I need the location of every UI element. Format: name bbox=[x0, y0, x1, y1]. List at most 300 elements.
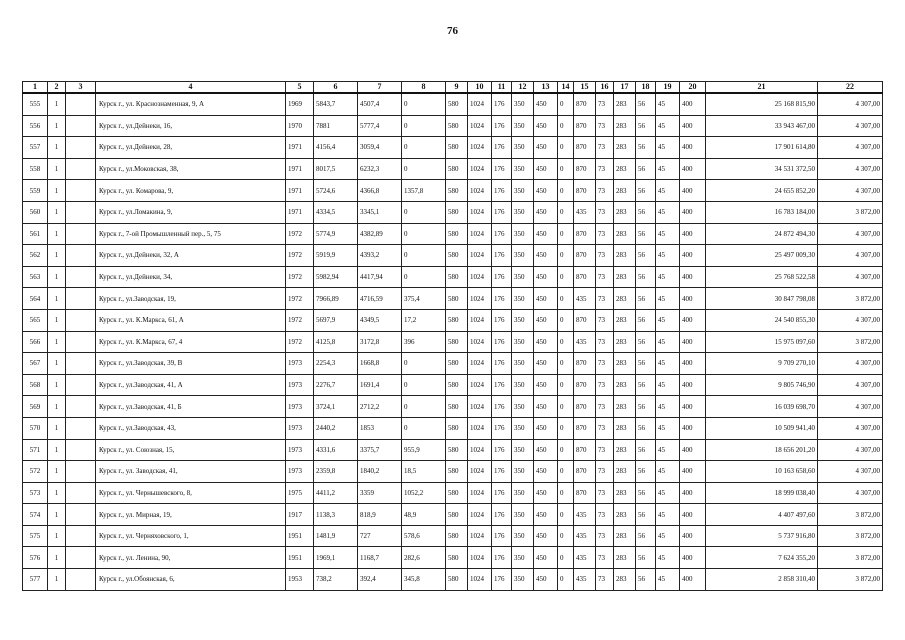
table-cell-col-9: 580 bbox=[446, 547, 468, 569]
table-cell-col-3 bbox=[66, 180, 96, 202]
table-cell-col-18: 56 bbox=[636, 504, 656, 526]
table-row bbox=[23, 309, 883, 331]
table-cell-col-6: 1138,3 bbox=[314, 504, 358, 526]
table-cell-col-8: 0 bbox=[402, 223, 446, 245]
table-cell-col-4: Курск г., ул.Заводская, 39, В bbox=[96, 353, 286, 375]
table-cell-col-21: 30 847 798,08 bbox=[706, 288, 818, 310]
table-cell-col-14: 0 bbox=[558, 201, 574, 223]
table-cell-col-2: 1 bbox=[48, 201, 66, 223]
table-cell-col-11: 176 bbox=[492, 482, 512, 504]
table-cell-col-10: 1024 bbox=[468, 115, 492, 137]
table-cell-col-15: 870 bbox=[574, 223, 596, 245]
table-cell-col-7: 3345,1 bbox=[358, 201, 402, 223]
table-cell-col-19: 45 bbox=[656, 115, 680, 137]
table-cell-col-22: 4 307,00 bbox=[818, 417, 883, 439]
table-cell-col-19: 45 bbox=[656, 547, 680, 569]
table-cell-col-3 bbox=[66, 504, 96, 526]
table-cell-col-18: 56 bbox=[636, 331, 656, 353]
table-cell-col-21: 34 531 372,50 bbox=[706, 158, 818, 180]
table-cell-col-1: 564 bbox=[23, 288, 48, 310]
table-cell-col-16: 73 bbox=[596, 309, 614, 331]
table-cell-col-10: 1024 bbox=[468, 439, 492, 461]
table-cell-col-7: 5777,4 bbox=[358, 115, 402, 137]
table-cell-col-12: 350 bbox=[512, 569, 534, 591]
table-cell-col-1: 569 bbox=[23, 396, 48, 418]
table-cell-col-16: 73 bbox=[596, 288, 614, 310]
table-cell-col-5: 1917 bbox=[286, 504, 314, 526]
table-cell-col-11: 176 bbox=[492, 525, 512, 547]
table-cell-col-3 bbox=[66, 439, 96, 461]
table-cell-col-6: 2254,3 bbox=[314, 353, 358, 375]
table-row bbox=[23, 266, 883, 288]
table-cell-col-17: 283 bbox=[614, 137, 636, 159]
table-cell-col-3 bbox=[66, 266, 96, 288]
table-cell-col-4: Курск г., ул.Дейнеки, 32, А bbox=[96, 245, 286, 267]
table-cell-col-11: 176 bbox=[492, 223, 512, 245]
table-cell-col-4: Курск г., ул.Заводская, 19, bbox=[96, 288, 286, 310]
table-cell-col-20: 400 bbox=[680, 374, 706, 396]
table-cell-col-13: 450 bbox=[534, 525, 558, 547]
table-cell-col-18: 56 bbox=[636, 245, 656, 267]
table-cell-col-1: 573 bbox=[23, 482, 48, 504]
table-cell-col-12: 350 bbox=[512, 223, 534, 245]
table-cell-col-7: 727 bbox=[358, 525, 402, 547]
table-cell-col-5: 1973 bbox=[286, 353, 314, 375]
table-cell-col-4: Курск г., ул. Черняховского, 1, bbox=[96, 525, 286, 547]
table-cell-col-18: 56 bbox=[636, 288, 656, 310]
table-cell-col-10: 1024 bbox=[468, 504, 492, 526]
table-cell-col-17: 283 bbox=[614, 439, 636, 461]
column-header-3: 3 bbox=[66, 82, 96, 94]
table-cell-col-10: 1024 bbox=[468, 396, 492, 418]
table-cell-col-12: 350 bbox=[512, 266, 534, 288]
table-cell-col-9: 580 bbox=[446, 353, 468, 375]
table-cell-col-19: 45 bbox=[656, 266, 680, 288]
table-cell-col-11: 176 bbox=[492, 569, 512, 591]
table-cell-col-19: 45 bbox=[656, 417, 680, 439]
table-cell-col-11: 176 bbox=[492, 439, 512, 461]
table-cell-col-3 bbox=[66, 331, 96, 353]
table-cell-col-12: 350 bbox=[512, 137, 534, 159]
table-cell-col-5: 1973 bbox=[286, 439, 314, 461]
table-cell-col-20: 400 bbox=[680, 137, 706, 159]
table-cell-col-14: 0 bbox=[558, 353, 574, 375]
table-cell-col-3 bbox=[66, 482, 96, 504]
table-cell-col-8: 1357,8 bbox=[402, 180, 446, 202]
table-cell-col-11: 176 bbox=[492, 331, 512, 353]
table-cell-col-13: 450 bbox=[534, 137, 558, 159]
data-table bbox=[22, 81, 883, 591]
table-cell-col-20: 400 bbox=[680, 245, 706, 267]
column-header-21: 21 bbox=[706, 82, 818, 94]
column-header-5: 5 bbox=[286, 82, 314, 94]
table-cell-col-1: 572 bbox=[23, 461, 48, 483]
table-cell-col-16: 73 bbox=[596, 137, 614, 159]
table-cell-col-6: 3724,1 bbox=[314, 396, 358, 418]
table-cell-col-9: 580 bbox=[446, 396, 468, 418]
table-cell-col-19: 45 bbox=[656, 482, 680, 504]
table-cell-col-17: 283 bbox=[614, 417, 636, 439]
table-cell-col-22: 3 872,00 bbox=[818, 504, 883, 526]
table-cell-col-8: 0 bbox=[402, 266, 446, 288]
table-cell-col-2: 1 bbox=[48, 417, 66, 439]
table-cell-col-12: 350 bbox=[512, 396, 534, 418]
table-cell-col-13: 450 bbox=[534, 288, 558, 310]
table-cell-col-21: 24 655 852,20 bbox=[706, 180, 818, 202]
column-header-12: 12 bbox=[512, 82, 534, 94]
column-header-10: 10 bbox=[468, 82, 492, 94]
table-cell-col-20: 400 bbox=[680, 180, 706, 202]
table-cell-col-18: 56 bbox=[636, 417, 656, 439]
table-cell-col-22: 4 307,00 bbox=[818, 223, 883, 245]
table-cell-col-5: 1971 bbox=[286, 158, 314, 180]
table-cell-col-5: 1973 bbox=[286, 396, 314, 418]
table-row bbox=[23, 180, 883, 202]
table-cell-col-22: 4 307,00 bbox=[818, 266, 883, 288]
table-cell-col-2: 1 bbox=[48, 547, 66, 569]
table-cell-col-5: 1972 bbox=[286, 223, 314, 245]
table-cell-col-17: 283 bbox=[614, 396, 636, 418]
table-cell-col-21: 16 783 184,00 bbox=[706, 201, 818, 223]
table-cell-col-11: 176 bbox=[492, 245, 512, 267]
column-header-22: 22 bbox=[818, 82, 883, 94]
table-cell-col-20: 400 bbox=[680, 353, 706, 375]
table-cell-col-15: 435 bbox=[574, 201, 596, 223]
table-cell-col-11: 176 bbox=[492, 115, 512, 137]
table-cell-col-19: 45 bbox=[656, 245, 680, 267]
table-cell-col-15: 870 bbox=[574, 93, 596, 115]
table-cell-col-18: 56 bbox=[636, 93, 656, 115]
table-cell-col-5: 1972 bbox=[286, 331, 314, 353]
table-cell-col-5: 1953 bbox=[286, 569, 314, 591]
table-cell-col-22: 4 307,00 bbox=[818, 93, 883, 115]
table-cell-col-5: 1975 bbox=[286, 482, 314, 504]
table-cell-col-6: 4411,2 bbox=[314, 482, 358, 504]
table-cell-col-13: 450 bbox=[534, 93, 558, 115]
table-cell-col-16: 73 bbox=[596, 417, 614, 439]
table-cell-col-16: 73 bbox=[596, 158, 614, 180]
table-cell-col-16: 73 bbox=[596, 547, 614, 569]
table-cell-col-22: 3 872,00 bbox=[818, 201, 883, 223]
table-cell-col-12: 350 bbox=[512, 309, 534, 331]
table-cell-col-6: 1481,9 bbox=[314, 525, 358, 547]
table-cell-col-20: 400 bbox=[680, 115, 706, 137]
table-cell-col-6: 738,2 bbox=[314, 569, 358, 591]
table-cell-col-3 bbox=[66, 137, 96, 159]
table-cell-col-13: 450 bbox=[534, 504, 558, 526]
table-cell-col-3 bbox=[66, 309, 96, 331]
table-cell-col-22: 4 307,00 bbox=[818, 439, 883, 461]
table-cell-col-9: 580 bbox=[446, 180, 468, 202]
table-cell-col-7: 4393,2 bbox=[358, 245, 402, 267]
table-cell-col-6: 4331,6 bbox=[314, 439, 358, 461]
table-cell-col-6: 4334,5 bbox=[314, 201, 358, 223]
table-cell-col-19: 45 bbox=[656, 569, 680, 591]
table-cell-col-2: 1 bbox=[48, 482, 66, 504]
table-cell-col-19: 45 bbox=[656, 461, 680, 483]
table-cell-col-3 bbox=[66, 93, 96, 115]
table-cell-col-12: 350 bbox=[512, 353, 534, 375]
table-cell-col-14: 0 bbox=[558, 461, 574, 483]
table-cell-col-15: 870 bbox=[574, 115, 596, 137]
table-cell-col-4: Курск г., ул.Дейнеки, 28, bbox=[96, 137, 286, 159]
table-cell-col-9: 580 bbox=[446, 482, 468, 504]
column-header-4: 4 bbox=[96, 82, 286, 94]
table-cell-col-22: 4 307,00 bbox=[818, 115, 883, 137]
table-row bbox=[23, 461, 883, 483]
table-cell-col-14: 0 bbox=[558, 569, 574, 591]
table-cell-col-21: 18 999 038,40 bbox=[706, 482, 818, 504]
table-cell-col-12: 350 bbox=[512, 525, 534, 547]
table-cell-col-15: 870 bbox=[574, 353, 596, 375]
table-cell-col-19: 45 bbox=[656, 288, 680, 310]
table-cell-col-5: 1951 bbox=[286, 547, 314, 569]
table-cell-col-15: 870 bbox=[574, 266, 596, 288]
table-cell-col-2: 1 bbox=[48, 158, 66, 180]
table-cell-col-19: 45 bbox=[656, 331, 680, 353]
table-cell-col-7: 4417,94 bbox=[358, 266, 402, 288]
table-cell-col-20: 400 bbox=[680, 482, 706, 504]
table-cell-col-7: 392,4 bbox=[358, 569, 402, 591]
table-cell-col-14: 0 bbox=[558, 223, 574, 245]
table-cell-col-15: 870 bbox=[574, 137, 596, 159]
table-cell-col-17: 283 bbox=[614, 504, 636, 526]
table-cell-col-16: 73 bbox=[596, 115, 614, 137]
table-cell-col-10: 1024 bbox=[468, 482, 492, 504]
table-cell-col-19: 45 bbox=[656, 374, 680, 396]
table-cell-col-12: 350 bbox=[512, 374, 534, 396]
table-cell-col-7: 3359 bbox=[358, 482, 402, 504]
table-cell-col-22: 4 307,00 bbox=[818, 374, 883, 396]
table-cell-col-1: 570 bbox=[23, 417, 48, 439]
table-cell-col-22: 4 307,00 bbox=[818, 482, 883, 504]
table-cell-col-11: 176 bbox=[492, 396, 512, 418]
table-cell-col-18: 56 bbox=[636, 201, 656, 223]
table-cell-col-8: 0 bbox=[402, 158, 446, 180]
table-cell-col-16: 73 bbox=[596, 504, 614, 526]
table-cell-col-11: 176 bbox=[492, 547, 512, 569]
table-cell-col-18: 56 bbox=[636, 158, 656, 180]
table-cell-col-17: 283 bbox=[614, 93, 636, 115]
table-cell-col-16: 73 bbox=[596, 201, 614, 223]
column-header-13: 13 bbox=[534, 82, 558, 94]
table-cell-col-14: 0 bbox=[558, 504, 574, 526]
table-cell-col-3 bbox=[66, 158, 96, 180]
table-cell-col-21: 25 168 815,90 bbox=[706, 93, 818, 115]
table-cell-col-2: 1 bbox=[48, 374, 66, 396]
table-cell-col-2: 1 bbox=[48, 137, 66, 159]
table-cell-col-19: 45 bbox=[656, 158, 680, 180]
table-cell-col-12: 350 bbox=[512, 504, 534, 526]
table-cell-col-12: 350 bbox=[512, 93, 534, 115]
table-cell-col-20: 400 bbox=[680, 266, 706, 288]
table-cell-col-12: 350 bbox=[512, 439, 534, 461]
table-cell-col-15: 870 bbox=[574, 374, 596, 396]
table-cell-col-1: 562 bbox=[23, 245, 48, 267]
table-cell-col-14: 0 bbox=[558, 374, 574, 396]
table-cell-col-4: Курск г., ул.Дейнеки, 16, bbox=[96, 115, 286, 137]
table-cell-col-17: 283 bbox=[614, 353, 636, 375]
table-cell-col-14: 0 bbox=[558, 482, 574, 504]
table-cell-col-13: 450 bbox=[534, 569, 558, 591]
table-cell-col-10: 1024 bbox=[468, 158, 492, 180]
table-cell-col-2: 1 bbox=[48, 353, 66, 375]
table-cell-col-22: 4 307,00 bbox=[818, 461, 883, 483]
table-row bbox=[23, 93, 883, 115]
table-cell-col-6: 1969,1 bbox=[314, 547, 358, 569]
table-cell-col-18: 56 bbox=[636, 137, 656, 159]
table-cell-col-14: 0 bbox=[558, 417, 574, 439]
table-cell-col-1: 565 bbox=[23, 309, 48, 331]
table-cell-col-5: 1972 bbox=[286, 245, 314, 267]
table-cell-col-3 bbox=[66, 461, 96, 483]
table-cell-col-17: 283 bbox=[614, 223, 636, 245]
table-row bbox=[23, 417, 883, 439]
table-row bbox=[23, 439, 883, 461]
table-cell-col-2: 1 bbox=[48, 93, 66, 115]
table-cell-col-16: 73 bbox=[596, 396, 614, 418]
table-cell-col-21: 15 975 097,60 bbox=[706, 331, 818, 353]
table-cell-col-3 bbox=[66, 245, 96, 267]
table-cell-col-8: 0 bbox=[402, 396, 446, 418]
table-cell-col-12: 350 bbox=[512, 288, 534, 310]
table-cell-col-1: 557 bbox=[23, 137, 48, 159]
column-header-8: 8 bbox=[402, 82, 446, 94]
table-cell-col-6: 2276,7 bbox=[314, 374, 358, 396]
column-header-19: 19 bbox=[656, 82, 680, 94]
table-cell-col-9: 580 bbox=[446, 158, 468, 180]
table-cell-col-3 bbox=[66, 396, 96, 418]
table-cell-col-12: 350 bbox=[512, 417, 534, 439]
table-cell-col-2: 1 bbox=[48, 439, 66, 461]
table-cell-col-14: 0 bbox=[558, 288, 574, 310]
table-cell-col-1: 558 bbox=[23, 158, 48, 180]
table-cell-col-17: 283 bbox=[614, 309, 636, 331]
table-cell-col-22: 4 307,00 bbox=[818, 309, 883, 331]
table-cell-col-21: 33 943 467,00 bbox=[706, 115, 818, 137]
table-cell-col-7: 1853 bbox=[358, 417, 402, 439]
table-cell-col-15: 435 bbox=[574, 331, 596, 353]
table-cell-col-2: 1 bbox=[48, 223, 66, 245]
table-cell-col-19: 45 bbox=[656, 137, 680, 159]
table-cell-col-8: 0 bbox=[402, 137, 446, 159]
table-cell-col-20: 400 bbox=[680, 223, 706, 245]
table-cell-col-9: 580 bbox=[446, 288, 468, 310]
table-cell-col-7: 6232,3 bbox=[358, 158, 402, 180]
table-cell-col-5: 1973 bbox=[286, 461, 314, 483]
table-cell-col-2: 1 bbox=[48, 525, 66, 547]
table-cell-col-10: 1024 bbox=[468, 245, 492, 267]
table-cell-col-1: 568 bbox=[23, 374, 48, 396]
table-cell-col-20: 400 bbox=[680, 309, 706, 331]
table-cell-col-21: 25 497 009,30 bbox=[706, 245, 818, 267]
table-cell-col-15: 435 bbox=[574, 547, 596, 569]
table-cell-col-19: 45 bbox=[656, 396, 680, 418]
table-cell-col-16: 73 bbox=[596, 245, 614, 267]
table-row bbox=[23, 288, 883, 310]
table-cell-col-21: 2 858 310,40 bbox=[706, 569, 818, 591]
table-cell-col-8: 345,8 bbox=[402, 569, 446, 591]
table-cell-col-21: 10 163 658,60 bbox=[706, 461, 818, 483]
table-cell-col-13: 450 bbox=[534, 115, 558, 137]
table-cell-col-12: 350 bbox=[512, 245, 534, 267]
table-cell-col-10: 1024 bbox=[468, 93, 492, 115]
table-cell-col-2: 1 bbox=[48, 504, 66, 526]
table-cell-col-7: 4382,89 bbox=[358, 223, 402, 245]
table-cell-col-2: 1 bbox=[48, 309, 66, 331]
table-cell-col-8: 375,4 bbox=[402, 288, 446, 310]
table-cell-col-13: 450 bbox=[534, 201, 558, 223]
header-row bbox=[23, 82, 883, 94]
table-cell-col-15: 870 bbox=[574, 439, 596, 461]
table-cell-col-18: 56 bbox=[636, 353, 656, 375]
table-body bbox=[23, 93, 883, 590]
table-cell-col-13: 450 bbox=[534, 482, 558, 504]
table-cell-col-6: 5724,6 bbox=[314, 180, 358, 202]
table-cell-col-20: 400 bbox=[680, 525, 706, 547]
table-cell-col-8: 0 bbox=[402, 374, 446, 396]
table-cell-col-10: 1024 bbox=[468, 525, 492, 547]
table-cell-col-1: 563 bbox=[23, 266, 48, 288]
table-cell-col-7: 1668,8 bbox=[358, 353, 402, 375]
data-sheet bbox=[22, 81, 883, 591]
table-cell-col-21: 9 805 746,90 bbox=[706, 374, 818, 396]
table-cell-col-13: 450 bbox=[534, 223, 558, 245]
column-header-11: 11 bbox=[492, 82, 512, 94]
table-cell-col-11: 176 bbox=[492, 137, 512, 159]
table-cell-col-15: 870 bbox=[574, 482, 596, 504]
table-cell-col-22: 4 307,00 bbox=[818, 396, 883, 418]
table-cell-col-14: 0 bbox=[558, 180, 574, 202]
table-cell-col-14: 0 bbox=[558, 309, 574, 331]
table-cell-col-5: 1971 bbox=[286, 180, 314, 202]
table-cell-col-11: 176 bbox=[492, 288, 512, 310]
table-cell-col-10: 1024 bbox=[468, 309, 492, 331]
table-cell-col-11: 176 bbox=[492, 353, 512, 375]
table-cell-col-8: 0 bbox=[402, 93, 446, 115]
page-number: 76 bbox=[447, 25, 458, 37]
table-cell-col-14: 0 bbox=[558, 396, 574, 418]
table-cell-col-5: 1971 bbox=[286, 137, 314, 159]
table-cell-col-11: 176 bbox=[492, 266, 512, 288]
table-cell-col-5: 1972 bbox=[286, 309, 314, 331]
table-cell-col-15: 435 bbox=[574, 569, 596, 591]
table-cell-col-21: 5 737 916,80 bbox=[706, 525, 818, 547]
table-cell-col-20: 400 bbox=[680, 201, 706, 223]
table-cell-col-17: 283 bbox=[614, 266, 636, 288]
table-cell-col-17: 283 bbox=[614, 158, 636, 180]
table-cell-col-9: 580 bbox=[446, 417, 468, 439]
table-cell-col-7: 4716,59 bbox=[358, 288, 402, 310]
table-cell-col-14: 0 bbox=[558, 158, 574, 180]
table-cell-col-20: 400 bbox=[680, 396, 706, 418]
table-cell-col-14: 0 bbox=[558, 245, 574, 267]
table-cell-col-19: 45 bbox=[656, 93, 680, 115]
table-cell-col-3 bbox=[66, 547, 96, 569]
table-cell-col-17: 283 bbox=[614, 245, 636, 267]
table-cell-col-19: 45 bbox=[656, 309, 680, 331]
table-cell-col-11: 176 bbox=[492, 417, 512, 439]
table-cell-col-4: Курск г., ул. Чернышевского, 8, bbox=[96, 482, 286, 504]
table-cell-col-19: 45 bbox=[656, 504, 680, 526]
table-cell-col-5: 1969 bbox=[286, 93, 314, 115]
table-cell-col-17: 283 bbox=[614, 374, 636, 396]
table-cell-col-16: 73 bbox=[596, 461, 614, 483]
column-header-20: 20 bbox=[680, 82, 706, 94]
table-cell-col-7: 1168,7 bbox=[358, 547, 402, 569]
table-cell-col-13: 450 bbox=[534, 547, 558, 569]
table-cell-col-19: 45 bbox=[656, 180, 680, 202]
